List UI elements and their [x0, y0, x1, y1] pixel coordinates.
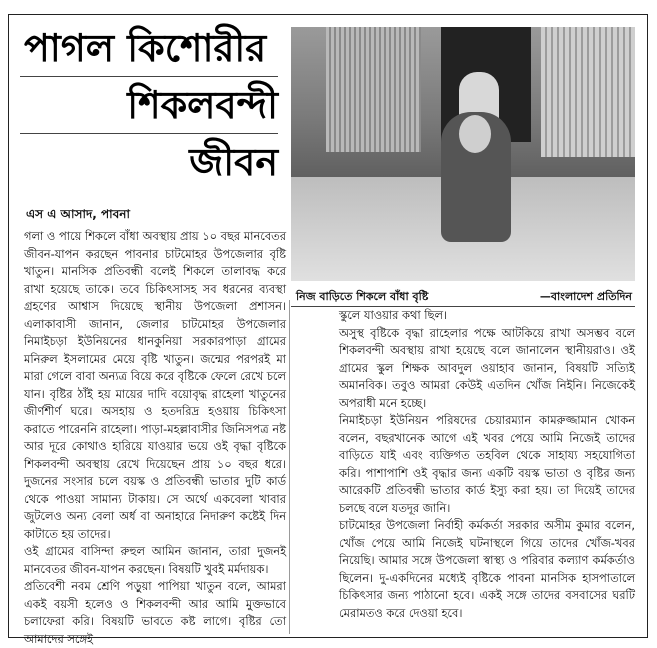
article-column-1: [24, 228, 286, 646]
photo-caption-text: নিজ বাড়িতে শিকলে বাঁধা বৃষ্টি: [296, 290, 429, 303]
photo-bamboo-wall: [326, 27, 421, 152]
photo-credit: —বাংলাদেশ প্রতিদিন: [539, 290, 632, 303]
col1-paragraph: গলা ও পায়ে শিকলে বাঁধা অবস্থায় প্রায় ১০ বছর মানবেতর জীবন-যাপন করছেন পাবনার চাটমোহর উপজেলার বৃষ্টি খাতুন। মানসিক প্রতিবন্ধী বলেই শিকলে তালাবদ্ধ করে রাখা হয়েছে তাকে। তবে চিকিৎসাসহ সব ধরনের ব্যবস্থা গ্রহণের আশ্বাস দিয়েছে স্থানীয় উপজেলা প্রশাসন। এলাকাবাসী জানান, জেলার চাটমোহর উপজেলার নিমাইচড়া ইউনিয়নের ধানকুনিয়া সরকারপাড়া গ্রামের মনিরুল ইসলামের মেয়ে বৃষ্টি খাতুন। জন্মের পরপরই মা মারা গেলে বাবা অন্যত্র বিয়ে করে বৃষ্টিকে ফেলে রেখে চলে যান। বৃষ্টির ঠাঁই হয় মায়ের দাদি বয়োবৃদ্ধ রাহেলা খাতুনের জীর্ণশীর্ণ ঘরে। অসহায় ও হতদরিদ্র হওয়ায় চিকিৎসা করাতে পারেননি রাহেলা। পাড়া-মহল্লাবাসীর জিনিসপত্র নষ্ট আর দূরে কোথাও হারিয়ে যাওয়ার ভয়ে ওই বৃদ্ধা বৃষ্টিকে শিকলবন্দী অবস্থায় রেখে দিয়েছেন প্রায় ১০ বছর ধরে। দুজনের সংসার চলে বয়স্ক ও প্রতিবন্ধী ভাতার দুটি কার্ড থেকে পাওয়া সামান্য টাকায়। সে অর্থে একবেলা খাবার জুটলেও অন্য বেলা অর্ধ বা অনাহারে নিদারুণ কষ্টেই দিন কাটাতে হয় তাদের।: [24, 229, 286, 541]
article-column-2: [339, 307, 635, 637]
photo-tin-wall: [541, 27, 635, 157]
headline-line-1: পাগল কিশোরীর: [20, 20, 278, 77]
col1-paragraph: প্রতিবেশী নবম শ্রেণি পড়ুয়া পাপিয়া খাতুন বলে, আমরা একই বয়সী হলেও ও শিকলবন্দী আর আমি মুক্তভাবে চলাফেরা করি। বিষয়টি ভাবতে কষ্ট লাগে। বৃষ্টির তো আমাদের সঙ্গেই: [24, 579, 286, 646]
column-divider: [289, 300, 290, 634]
headline-line-3: জীবন: [189, 140, 278, 184]
photo-caption: [296, 288, 632, 307]
photo-girl-face: [459, 115, 491, 153]
col2-paragraph: অসুস্থ বৃষ্টিকে বৃদ্ধা রাহেলার পক্ষে আটকিয়ে রাখা অসম্ভব বলে শিকলবন্দী অবস্থায় রাখা হয়েছে বলে জানালেন স্থানীয়রাও। ওই গ্রামের স্কুল শিক্ষক আবদুল ওয়াহাব জানান, বিষয়টি সত্যিই অমানবিক। তবুও আমরা কেউই এতদিন খোঁজ নিইনি। নিজেকেই অপরাধী মনে হচ্ছে।: [339, 325, 635, 410]
article-photo: [291, 27, 635, 281]
headline-line-2: শিকলবন্দী: [20, 77, 278, 134]
col2-paragraph: চাটমোহর উপজেলা নির্বাহী কর্মকর্তা সরকার অসীম কুমার বলেন, খোঁজ পেয়ে আমি নিজেই ঘটনাস্থলে গিয়ে তাদের খোঁজ-খবর নিয়েছি। আমার সঙ্গে উপজেলা স্বাস্থ্য ও পরিবার কল্যাণ কর্মকর্তাও ছিলেন। দু-একদিনের মধ্যেই বৃষ্টিকে পাবনা মানসিক হাসপাতালে চিকিৎসার জন্য পাঠানো হবে। একই সঙ্গে তাদের বসবাসের ঘরটি মেরামতও করে দেওয়া হবে।: [339, 518, 635, 620]
col2-paragraph: স্কুলে যাওয়ার কথা ছিল।: [339, 308, 448, 322]
col2-paragraph: নিমাইচড়া ইউনিয়ন পরিষদের চেয়ারম্যান কামরুজ্জামান খোকন বলেন, বছরখানেক আগে এই খবর পেয়ে আমি নিজেই তাদের বাড়িতে যাই এবং ব্যক্তিগত তহবিল থেকে সাহায্য সহযোগিতা করি। পাশাপাশি ওই বৃদ্ধার জন্য একটি বয়স্ক ভাতা ও বৃষ্টির জন্য আরেকটি প্রতিবন্ধী ভাতার কার্ড ইস্যু করা হয়। তা দিয়েই তাদের চলছে বলে যতদূর জানি।: [339, 413, 635, 515]
byline: এস এ আসাদ, পাবনা: [26, 207, 130, 221]
headline: [20, 20, 278, 190]
col1-paragraph: ওই গ্রামের বাসিন্দা রুহুল আমিন জানান, তারা দুজনই মানবেতর জীবন-যাপন করছেন। বিষয়টি খুবই মর্মদায়ক।: [24, 544, 286, 576]
